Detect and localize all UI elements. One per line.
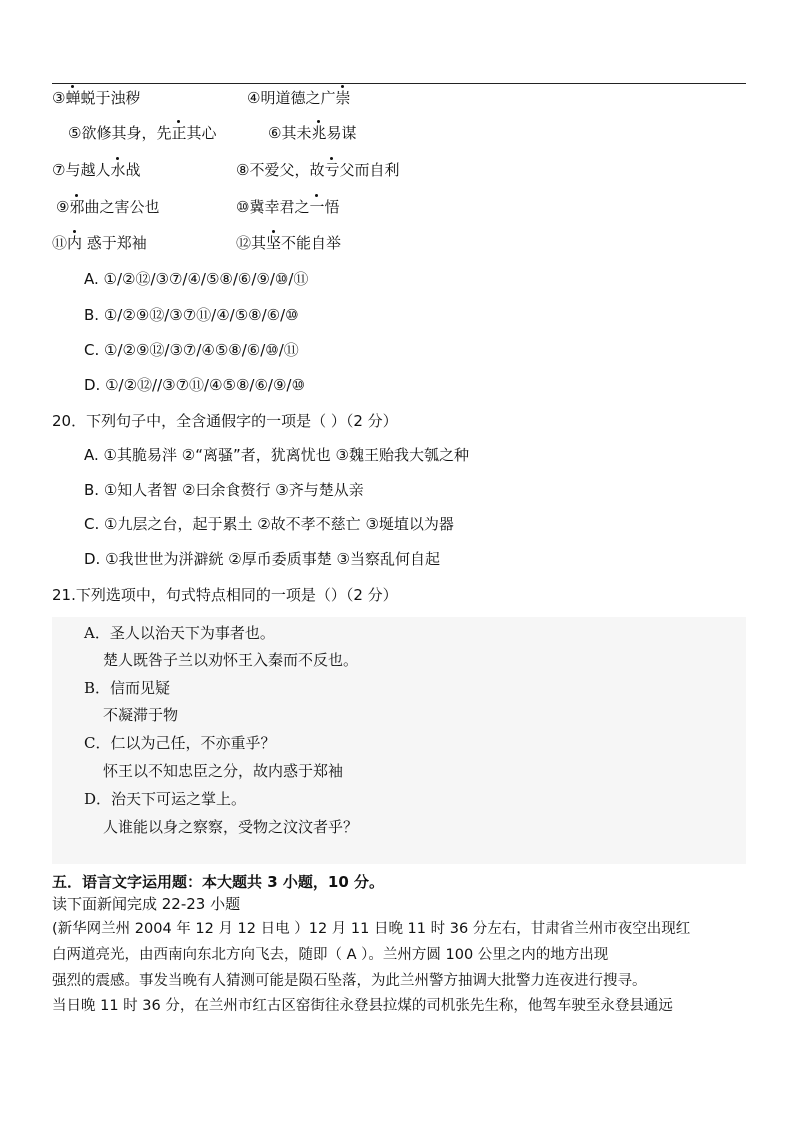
text: ⑫其 (236, 234, 267, 252)
dotted-char: 崇 (335, 89, 351, 107)
text: ⑥其未 (268, 124, 312, 142)
text: ⑦与越人 (52, 161, 111, 179)
section-5-intro: 读下面新闻完成 22-23 小题 (52, 895, 241, 913)
q19-option-b: B. ①/②⑨⑫/③⑦⑪/④/⑤⑧/⑥/⑩ (84, 306, 299, 324)
dotted-char: 内 (67, 234, 83, 252)
dotted-char: 邪 (69, 198, 85, 216)
dotted-char: 兆 (311, 124, 327, 142)
q19-item-7 (52, 160, 140, 180)
q21-option-d: D．治天下可运之掌上。 (84, 790, 247, 808)
q19-item-5 (68, 123, 216, 143)
q20-stem: 20．下列句子中，全含通假字的一项是（ ）（2 分） (52, 412, 398, 430)
text: 易谋 (326, 124, 357, 142)
text: ④明道德之广 (247, 89, 336, 107)
q19-item-8 (236, 160, 399, 180)
text: 惑于郑袖 (82, 234, 147, 252)
q19-option-a: A. ①/②⑫/③⑦/④/⑤⑧/⑥/⑨/⑩/⑪ (84, 270, 309, 288)
news-line-1: (新华网兰州 2004 年 12 月 12 日电 ）12 月 11 日晚 11 时 36 分左右，甘肃省兰州市夜空出现红 (52, 921, 691, 937)
text: ③ (52, 89, 66, 107)
text: ⑧不爱父，故 (236, 161, 325, 179)
q20-option-d: D. ①我世世为洴澼絖 ②厚币委质事楚 ③当察乱何自起 (84, 550, 440, 568)
text: 蜕于浊秽 (80, 89, 141, 107)
q21-option-c: C．仁以为己任，不亦重乎？ (84, 734, 276, 752)
q21-option-b-line2: 不凝滞于物 (103, 706, 179, 724)
text: 悟 (324, 198, 340, 216)
q21-option-a-line2: 楚人既咎子兰以劝怀王入秦而不反也。 (103, 651, 359, 669)
q19-item-9 (56, 197, 159, 217)
q19-item-12 (236, 233, 341, 253)
q21-option-d-line2: 人谁能以身之察察，受物之汶汶者乎？ (103, 818, 359, 836)
text: ⑤欲修其身，先 (68, 124, 172, 142)
dotted-char: 一 (309, 198, 325, 216)
header-rule (52, 83, 746, 84)
text: 战 (125, 161, 141, 179)
text: ⑩冀幸君之 (236, 198, 310, 216)
q19-item-10 (236, 197, 339, 217)
dotted-char: 水 (110, 161, 126, 179)
news-line-2: 白两道亮光，由西南向东北方向飞去，随即（ A ）。兰州方圆 100 公里之内的地方出现 (52, 947, 609, 963)
q20-option-c: C. ①九层之台，起于累土 ②故不孝不慈亡 ③埏埴以为器 (84, 515, 454, 533)
q19-item-4 (247, 88, 350, 108)
news-line-4: 当日晚 11 时 36 分，在兰州市红古区窑街往永登县拉煤的司机张先生称，他驾车驶至永登县通远 (52, 998, 673, 1014)
q19-item-11 (52, 233, 147, 253)
text: 不能自举 (281, 234, 342, 252)
text: ⑪ (52, 234, 68, 252)
section-5-heading: 五．语言文字运用题：本大题共 3 小题，10 分。 (52, 873, 384, 891)
q21-option-b: B．信而见疑 (84, 679, 171, 697)
text: ⑨ (56, 198, 70, 216)
q19-item-3 (52, 88, 140, 108)
q20-option-b: B. ①知人者智 ②曰余食赘行 ③齐与楚从亲 (84, 481, 364, 499)
q19-item-6 (268, 123, 356, 143)
text: 曲之害公也 (84, 198, 160, 216)
q21-option-a: A．圣人以治天下为事者也。 (84, 624, 275, 642)
dotted-char: 蝉 (65, 89, 81, 107)
q21-stem: 21.下列选项中，句式特点相同的一项是（）（2 分） (52, 586, 398, 604)
dotted-char: 亏 (324, 161, 340, 179)
text: 其心 (186, 124, 217, 142)
q21-option-c-line2: 怀王以不知忠臣之分，故内惑于郑袖 (103, 762, 344, 780)
q19-option-d: D. ①/②⑫//③⑦⑪/④⑤⑧/⑥/⑨/⑩ (84, 376, 305, 394)
dotted-char: 正 (171, 124, 187, 142)
news-line-3: 强烈的震感。事发当晚有人猜测可能是陨石坠落，为此兰州警方抽调大批警力连夜进行搜寻。 (52, 973, 647, 989)
q20-option-a: A. ①其脆易泮 ②“离骚”者，犹离忧也 ③魏王贻我大瓠之种 (84, 446, 469, 464)
dotted-char: 坚 (266, 234, 282, 252)
q19-option-c: C. ①/②⑨⑫/③⑦/④⑤⑧/⑥/⑩/⑪ (84, 341, 299, 359)
text: 父而自利 (339, 161, 400, 179)
